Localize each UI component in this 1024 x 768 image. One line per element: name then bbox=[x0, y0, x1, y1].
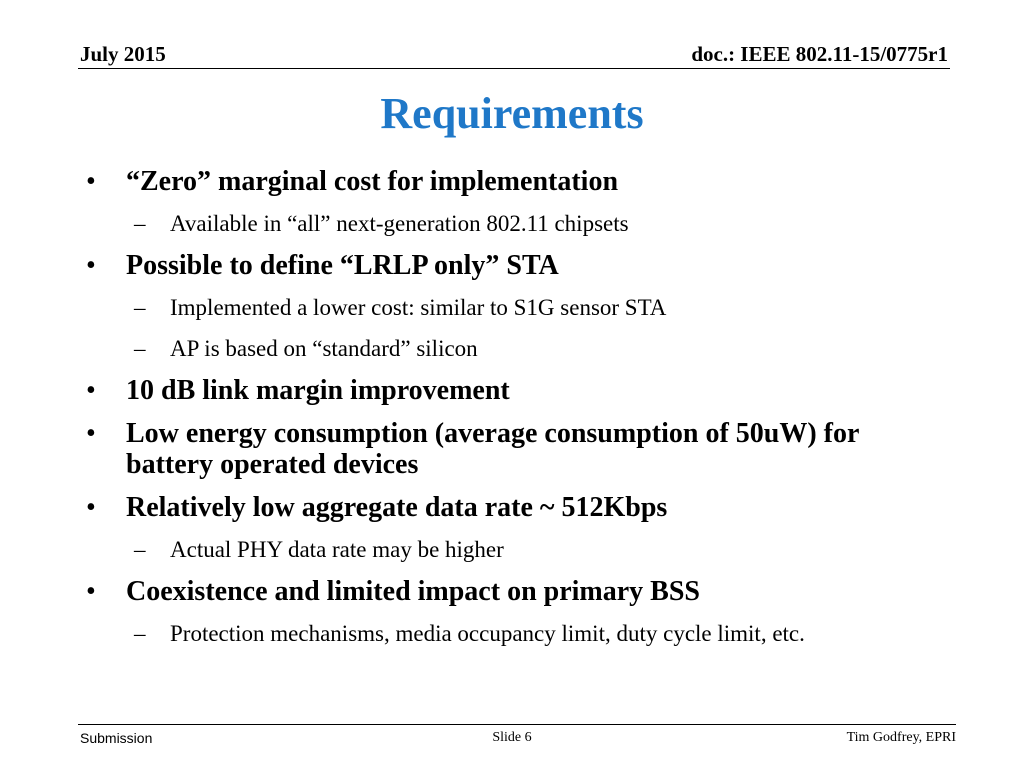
bullet-text: Possible to define “LRLP only” STA bbox=[126, 250, 559, 281]
bullet-item-6 bbox=[86, 576, 946, 607]
sub-bullet-item-3 bbox=[86, 335, 946, 363]
sub-bullet-item-1 bbox=[86, 210, 946, 238]
footer-slide-number: Slide 6 bbox=[492, 730, 532, 745]
footer-submission: Submission bbox=[80, 730, 153, 746]
bullet-marker: • bbox=[86, 418, 96, 449]
sub-bullet-text: Actual PHY data rate may be higher bbox=[170, 537, 504, 562]
bullet-marker: • bbox=[86, 166, 96, 197]
bullet-text: Coexistence and limited impact on primary BSS bbox=[126, 576, 700, 607]
bullet-item-5 bbox=[86, 492, 946, 523]
sub-bullet-marker: – bbox=[134, 537, 146, 562]
sub-bullet-item-2 bbox=[86, 294, 946, 322]
bullet-list bbox=[86, 166, 946, 648]
header-date: July 2015 bbox=[80, 42, 166, 66]
sub-bullet-text: Protection mechanisms, media occupancy limit, duty cycle limit, etc. bbox=[170, 621, 805, 646]
bullet-text: “Zero” marginal cost for implementation bbox=[126, 166, 619, 197]
header-divider bbox=[78, 68, 950, 69]
bullet-item-3 bbox=[86, 375, 946, 406]
sub-bullet-item-5 bbox=[86, 620, 946, 648]
bullet-marker: • bbox=[86, 492, 96, 523]
sub-bullet-marker: – bbox=[134, 211, 146, 236]
header-doc-id: doc.: IEEE 802.11-15/0775r1 bbox=[691, 42, 948, 66]
bullet-item-2 bbox=[86, 250, 946, 281]
slide-title: Requirements bbox=[380, 89, 644, 138]
sub-bullet-marker: – bbox=[134, 336, 146, 361]
sub-bullet-text: Implemented a lower cost: similar to S1G sensor STA bbox=[170, 295, 667, 320]
bullet-text: Relatively low aggregate data rate ~ 512Kbps bbox=[126, 492, 668, 523]
footer-divider bbox=[78, 724, 956, 725]
footer-author: Tim Godfrey, EPRI bbox=[846, 730, 956, 745]
sub-bullet-item-4 bbox=[86, 536, 946, 564]
bullet-text: Low energy consumption (average consumption of 50uW) for battery operated devices bbox=[126, 418, 859, 480]
sub-bullet-text: AP is based on “standard” silicon bbox=[170, 336, 478, 361]
bullet-text: 10 dB link margin improvement bbox=[126, 375, 510, 406]
bullet-marker: • bbox=[86, 375, 96, 406]
bullet-item-1 bbox=[86, 166, 946, 197]
sub-bullet-text: Available in “all” next-generation 802.11 chipsets bbox=[170, 211, 629, 236]
sub-bullet-marker: – bbox=[134, 621, 146, 646]
sub-bullet-marker: – bbox=[134, 295, 146, 320]
bullet-marker: • bbox=[86, 250, 96, 281]
bullet-marker: • bbox=[86, 576, 96, 607]
bullet-item-4 bbox=[86, 418, 946, 480]
